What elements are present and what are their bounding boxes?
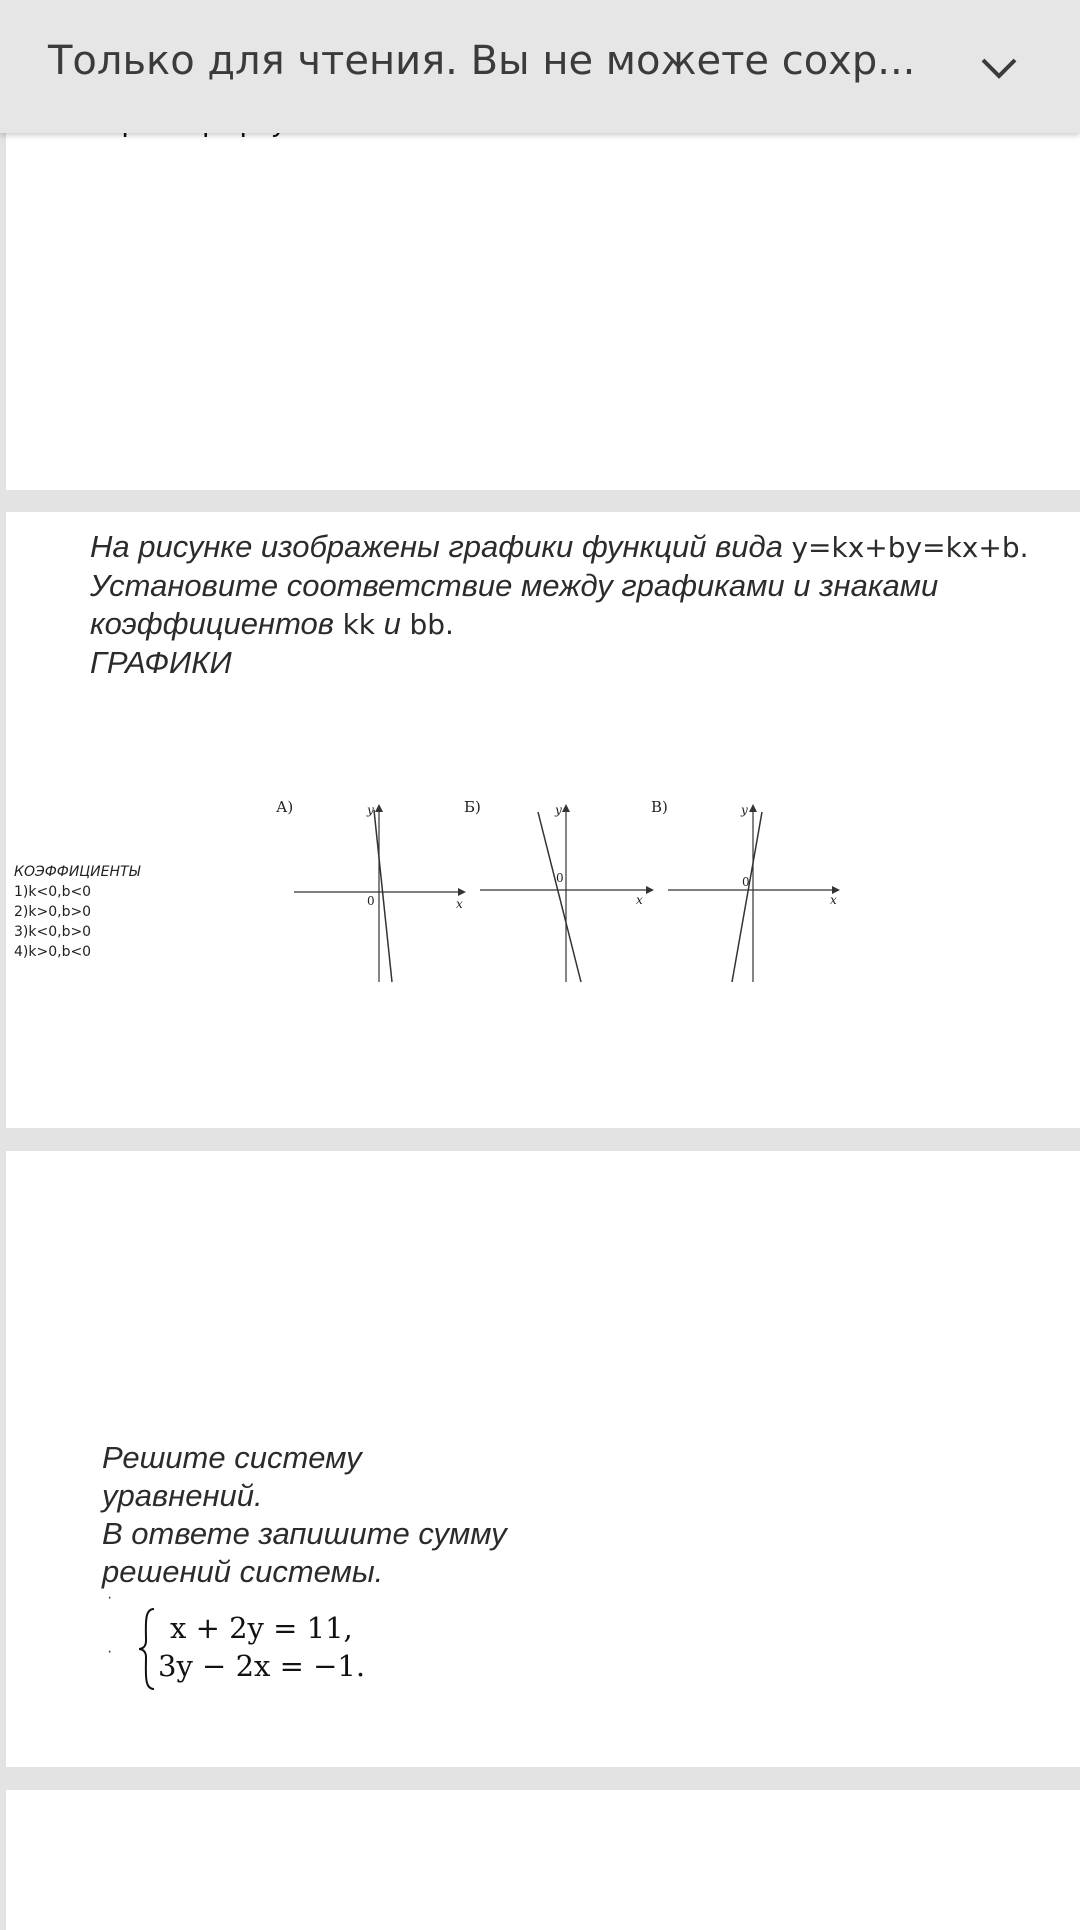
task-line-2: Установите соответствие между графиками и знаками: [90, 568, 939, 603]
origin-label: 0: [556, 871, 564, 885]
x-axis-arrow: [646, 886, 654, 894]
stray-dot: ·: [107, 1643, 113, 1660]
y-axis-arrow: [375, 804, 383, 812]
document-page-2: [6, 512, 1080, 1128]
stray-dot: ·: [107, 1589, 113, 1606]
task2-line-2: уравнений.: [102, 1478, 263, 1513]
task-graphs-text: [90, 528, 1050, 682]
function-graphs-figure: [266, 782, 846, 1022]
document-page-4: [6, 1790, 1080, 1930]
coefficient-option: 2)k>0,b>0: [14, 904, 92, 920]
task-formula: y=kx+by=kx+b.: [791, 531, 1029, 564]
y-axis-label: y: [367, 803, 374, 817]
brace-icon: [136, 1605, 158, 1693]
x-axis-label: x: [830, 893, 837, 907]
function-line: [374, 810, 392, 982]
coefficient-option: 4)k>0,b<0: [14, 944, 92, 960]
equation-2: 3y − 2x = −1.: [158, 1649, 366, 1683]
y-axis-arrow: [749, 804, 757, 812]
task-k: kk: [342, 608, 376, 641]
document-page-3: [6, 1151, 1080, 1767]
equation-1: x + 2y = 11,: [170, 1611, 353, 1645]
readonly-banner[interactable]: [0, 0, 1080, 133]
coefficients-list: [14, 862, 140, 962]
graph-c: [651, 798, 840, 982]
y-axis-label: y: [555, 803, 562, 817]
task-b: bb.: [409, 608, 454, 641]
task-system-text: [102, 1439, 582, 1591]
x-axis-arrow: [458, 888, 466, 896]
coefficient-option: 1)k<0,b<0: [14, 884, 92, 900]
graphs-heading: ГРАФИКИ: [90, 645, 232, 680]
task-line-1: На рисунке изображены графики функций вида: [90, 529, 792, 564]
y-axis-label: y: [741, 803, 748, 817]
graph-label: В): [651, 798, 668, 816]
task2-line-4: решений системы.: [102, 1554, 384, 1589]
task2-line-3: В ответе запишите сумму: [102, 1516, 507, 1551]
readonly-banner-title: Только для чтения. Вы не можете сохр...: [48, 38, 916, 84]
graph-b: [464, 798, 654, 982]
graph-label: Б): [464, 798, 481, 816]
chevron-down-icon[interactable]: [975, 44, 1023, 92]
task-and: и: [375, 606, 410, 641]
graph-a: [276, 798, 466, 982]
graph-label: А): [276, 798, 294, 816]
function-line: [538, 812, 581, 982]
x-axis-label: x: [636, 893, 643, 907]
coefficients-title: КОЭФФИЦИЕНТЫ: [14, 864, 141, 880]
y-axis-arrow: [562, 804, 570, 812]
x-axis-label: x: [456, 897, 463, 911]
task2-line-1: Решите систему: [102, 1440, 362, 1475]
origin-label: 0: [367, 894, 375, 908]
function-line: [732, 812, 762, 982]
origin-label: 0: [742, 875, 750, 889]
coefficient-option: 3)k<0,b>0: [14, 924, 92, 940]
task-line-3: коэффициентов: [90, 606, 343, 641]
